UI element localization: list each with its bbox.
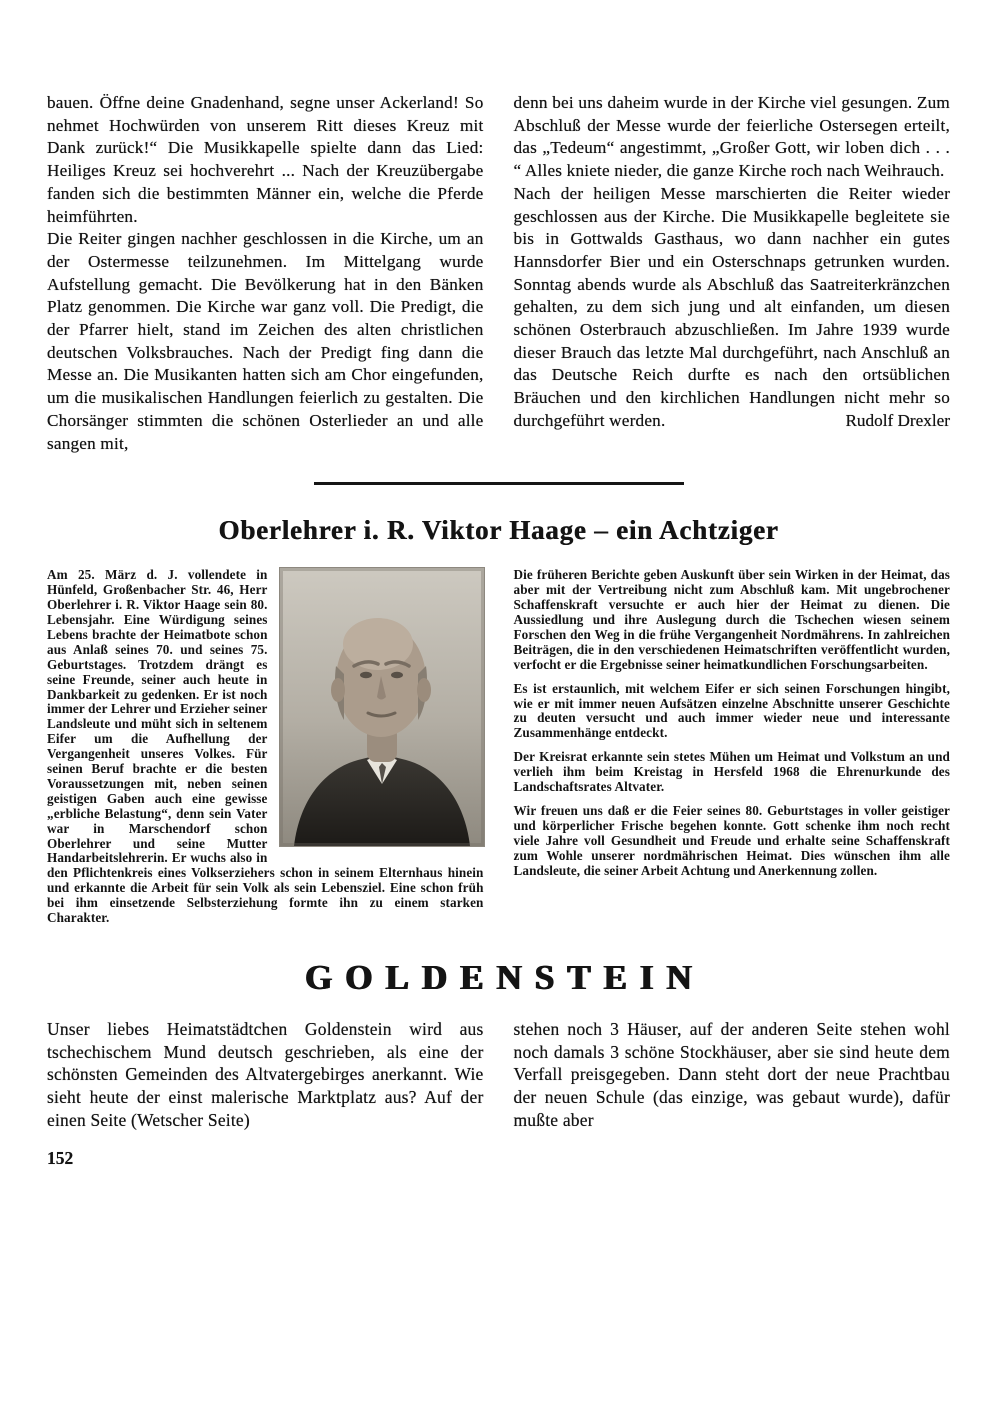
goldenstein-left-column xyxy=(47,1018,484,1132)
section-divider xyxy=(314,482,684,485)
paragraph: Es ist erstaunlich, mit welchem Eifer er sich seinen Forschungen hingibt, wie er mit immer neuen Aufsätzen einzelne Abschnitte unserer Geschichte zu deuten versucht und auch immer wieder neue und interessante Zusammenhänge entdeckt. xyxy=(513,680,950,741)
author-byline: Rudolf Drexler xyxy=(845,410,950,430)
paragraph: Nach der heiligen Messe marschierten die Reiter wieder geschlossen aus der Kirche. Die Musikkapelle begleitete sie bis in Gottwalds Gasthaus, wo dann nachher ein gutes Hannsdorfer Bier und ein Osterschnaps getrunken wurden. Sonntag abends wurde als Abschluß das Saatreiterkränzchen gehalten, zu dem sich jung und alt einfanden, um diesen schönen Osterbrauch abzuschließen. Im Jahre 1939 wurde dieser Brauch das letzte Mal durchgeführt, nach Anschluß an das Deutsche Reich durfte es nach den ortsüblichen Bräuchen und den kirchlichen Handlungen nicht mehr so durchgeführt werden. xyxy=(513,183,950,430)
goldenstein-article-title: GOLDENSTEIN xyxy=(305,958,705,997)
haage-right-column xyxy=(514,568,951,926)
paragraph: Die Reiter gingen nachher geschlossen in die Kirche, um an der Ostermesse teilzunehmen. Im Mittelgang wurde Aufstellung gemacht. Die Bevölkerung hat in den Bänken Platz genommen. Die Kirche war ganz voll. Die Predigt, die der Pfarrer hielt, stand im Zeichen des alten christlichen deutschen Volksbrauches. Nach der Predigt fing dann die Messe an. Die Musikanten hatten sich am Chor eingefunden, um die musikalischen Handlungen feierlich zu gestalten. Die Chorsänger stimmten die schönen Osterlieder an und alle sangen mit, xyxy=(47,229,484,453)
paragraph: Die früheren Berichte geben Auskunft über sein Wirken in der Heimat, das aber mit der Vertreibung nicht zum Abschluß kam. Mit ungebrochener Schaffenskraft versuchte er auch hier der Heimat zu dienen. Die Aussiedlung und ihre Auslegung durch die Tschechen wiesen seinem Forschen den Weg in die frühe Vergangenheit Nordmährens. In zahlreichen Beiträgen, die in den verschiedenen Heimatschriften veröffentlicht wurden, verfocht er die Ergebnisse seiner heimatkundlichen Forschungsarbeiten. xyxy=(513,567,950,672)
paragraph: bauen. Öffne deine Gnadenhand, segne unser Ackerland! So nehmet Hochwürden von unserem Ritt dieses Kreuz mit Dank zurück!“ Die Musikkapelle spielte dann das Lied: Heiliges Kreuz sei hochverehrt ... Nach der Kreuzübergabe fanden sich die bestimmten Männer ein, welche die Pferde heimführten. xyxy=(47,93,484,226)
paragraph: Der Kreisrat erkannte sein stetes Mühen um Heimat und Volkstum an und verlieh ihm beim Kreistag in Hersfeld 1968 die Ehrenurkunde des Landschaftsrates Altvater. xyxy=(513,749,950,795)
haage-article-title: Oberlehrer i. R. Viktor Haage – ein Achtziger xyxy=(218,515,779,546)
paragraph: Wir freuen uns daß er die Feier seines 80. Geburtstages in voller geistiger und körperlicher Frische begehen konnte. Gott schenke ihm noch recht viele Jahre voll Gesundheit und Freude und erhalte seine Schaffenskraft zum Wohle unserer nordmährischen Heimat. Dies wünschen ihm alle Landsleute, die seiner Arbeit Achtung und Anerkennung zollen. xyxy=(513,802,950,878)
page-number: 152 xyxy=(47,1147,74,1168)
article-haage xyxy=(47,568,950,926)
easter-right-column xyxy=(514,92,951,455)
goldenstein-right-column xyxy=(514,1018,951,1132)
paragraph: Unser liebes Heimatstädtchen Goldenstein wird aus tschechischem Mund deutsch geschrieben, als eine der schönsten Gemeinden des Altvatergebirges anerkannt. Wie sieht heute der einst malerische Marktplatz aus? Auf der einen Seite (Wetscher Seite) xyxy=(47,1019,484,1130)
easter-left-column xyxy=(47,92,484,455)
portrait-photo-graphic xyxy=(280,568,484,846)
article-goldenstein xyxy=(47,1018,950,1132)
paragraph: denn bei uns daheim wurde in der Kirche viel gesungen. Zum Abschluß der Messe wurde der feierliche Ostersegen erteilt, das „Tedeum“ angestimmt, „Großer Gott, wir loben dich . . . “ Alles kniete nieder, die ganze Kirche roch nach Weihrauch. xyxy=(513,93,950,181)
haage-left-column xyxy=(47,568,484,926)
paragraph: stehen noch 3 Häuser, auf der anderen Seite stehen wohl noch damals 3 schöne Stockhäuser, aber sie sind heute dem Verfall preisgegeben. Dann steht dort der neue Prachtbau der neuen Schule (das einzige, was gebaut wurde), dafür mußte aber xyxy=(513,1019,950,1130)
portrait-photo xyxy=(280,568,484,846)
article-easter-ride xyxy=(47,92,950,455)
haage-body-text: Am 25. März d. J. vollendete in Hünfeld, Großenbacher Str. 46, Herr Oberlehrer i. R. Viktor Haage sein 80. Lebensjahr. Eine Würdigung seines Lebens brachte der Heimatbote schon aus Anlaß seines 70. und seines 75. Geburtstages. Trotzdem drängt es seine Freunde, seiner auch heute in Dankbarkeit zu gedenken. Er ist noch immer der Lehrer und Erzieher seiner Landsleute und müht sich in seltenem Eifer um die Aufhellung der Vergangenheit unseres Volkes. Für seinen Beruf brachte er die besten Voraussetzungen mit, neben seinen geistigen Gaben auch eine gewisse „erbliche Belastung“, denn sein Vater war in Marschendorf schon Oberlehrer und seine Mutter Handarbeitslehrerin. Er wuchs also in den Pflichtenkreis eines Volkserziehers schon in seinem Elternhaus hinein und erkannte die Arbeit für sein Volk als sein Lebensziel. Eine schon früh bei ihm einsetzende Selbsterziehung formte ihn zu einem starken Charakter. xyxy=(47,567,484,926)
